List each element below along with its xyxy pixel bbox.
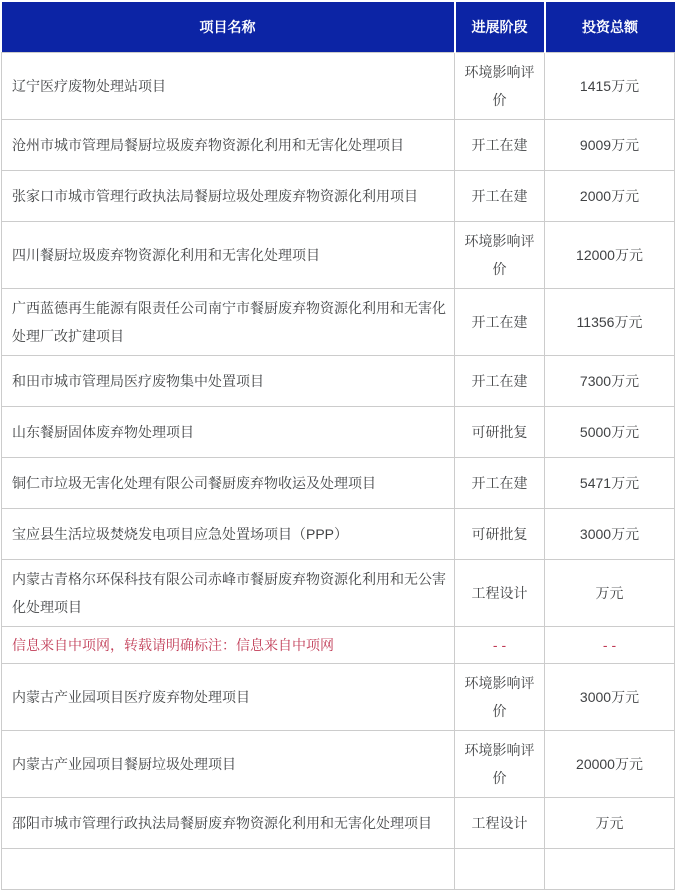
table-row — [2, 356, 675, 407]
column-header-project-name: 项目名称 — [2, 2, 455, 53]
progress-stage-cell: 环境影响评价 — [455, 731, 545, 798]
project-name-cell: 四川餐厨垃圾废弃物资源化利用和无害化处理项目 — [2, 222, 455, 289]
table-row — [2, 407, 675, 458]
project-name-cell: 内蒙古产业园项目餐厨垃圾处理项目 — [2, 731, 455, 798]
investment-cell: 1415万元 — [545, 53, 675, 120]
project-name-cell: 内蒙古青格尔环保科技有限公司赤峰市餐厨废弃物资源化利用和无公害化处理项目 — [2, 560, 455, 627]
progress-stage-cell: 环境影响评价 — [455, 222, 545, 289]
investment-cell: 2000万元 — [545, 171, 675, 222]
table-row — [2, 664, 675, 731]
investment-cell: 11356万元 — [545, 289, 675, 356]
projects-table-body — [2, 53, 675, 890]
progress-stage-cell: 开工在建 — [455, 356, 545, 407]
project-name-cell: 沧州市城市管理局餐厨垃圾废弃物资源化利用和无害化处理项目 — [2, 120, 455, 171]
header-row — [2, 2, 675, 53]
progress-stage-cell: - - — [455, 627, 545, 664]
progress-stage-cell: 可研批复 — [455, 407, 545, 458]
investment-cell: 5000万元 — [545, 407, 675, 458]
investment-cell: 7300万元 — [545, 356, 675, 407]
progress-stage-cell: 环境影响评价 — [455, 53, 545, 120]
project-name-cell: 内蒙古产业园项目医疗废弃物处理项目 — [2, 664, 455, 731]
table-row — [2, 53, 675, 120]
project-name-cell: 和田市城市管理局医疗废物集中处置项目 — [2, 356, 455, 407]
project-name-cell: 张家口市城市管理行政执法局餐厨垃圾处理废弃物资源化利用项目 — [2, 171, 455, 222]
progress-stage-cell: 环境影响评价 — [455, 664, 545, 731]
progress-stage-cell: 开工在建 — [455, 171, 545, 222]
investment-cell — [545, 849, 675, 890]
investment-cell: 3000万元 — [545, 664, 675, 731]
table-row — [2, 120, 675, 171]
investment-cell: 20000万元 — [545, 731, 675, 798]
investment-cell: 9009万元 — [545, 120, 675, 171]
table-row — [2, 458, 675, 509]
table-row — [2, 509, 675, 560]
table-row — [2, 798, 675, 849]
progress-stage-cell: 开工在建 — [455, 458, 545, 509]
project-name-cell: 辽宁医疗废物处理站项目 — [2, 53, 455, 120]
investment-cell: 万元 — [545, 560, 675, 627]
project-name-cell: 邵阳市城市管理行政执法局餐厨废弃物资源化利用和无害化处理项目 — [2, 798, 455, 849]
investment-cell: - - — [545, 627, 675, 664]
progress-stage-cell: 开工在建 — [455, 120, 545, 171]
table-row — [2, 731, 675, 798]
investment-cell: 万元 — [545, 798, 675, 849]
investment-cell: 5471万元 — [545, 458, 675, 509]
projects-table-header — [2, 2, 675, 53]
investment-cell: 3000万元 — [545, 509, 675, 560]
progress-stage-cell: 工程设计 — [455, 798, 545, 849]
table-row-partial — [2, 849, 675, 890]
project-name-cell: 信息来自中项网，转载请明确标注：信息来自中项网 — [2, 627, 455, 664]
investment-cell: 12000万元 — [545, 222, 675, 289]
project-name-cell: 铜仁市垃圾无害化处理有限公司餐厨废弃物收运及处理项目 — [2, 458, 455, 509]
table-row — [2, 222, 675, 289]
project-name-cell: 广西蓝德再生能源有限责任公司南宁市餐厨废弃物资源化利用和无害化处理厂改扩建项目 — [2, 289, 455, 356]
table-row — [2, 171, 675, 222]
progress-stage-cell — [455, 849, 545, 890]
page — [0, 2, 675, 831]
column-header-progress-stage: 进展阶段 — [455, 2, 545, 53]
progress-stage-cell: 可研批复 — [455, 509, 545, 560]
table-row — [2, 560, 675, 627]
project-name-cell: 宝应县生活垃圾焚烧发电项目应急处置场项目（PPP） — [2, 509, 455, 560]
projects-table — [1, 2, 675, 890]
column-header-total-investment: 投资总额 — [545, 2, 675, 53]
progress-stage-cell: 工程设计 — [455, 560, 545, 627]
table-row — [2, 289, 675, 356]
project-name-cell: 山东餐厨固体废弃物处理项目 — [2, 407, 455, 458]
progress-stage-cell: 开工在建 — [455, 289, 545, 356]
project-name-cell — [2, 849, 455, 890]
notice-row — [2, 627, 675, 664]
